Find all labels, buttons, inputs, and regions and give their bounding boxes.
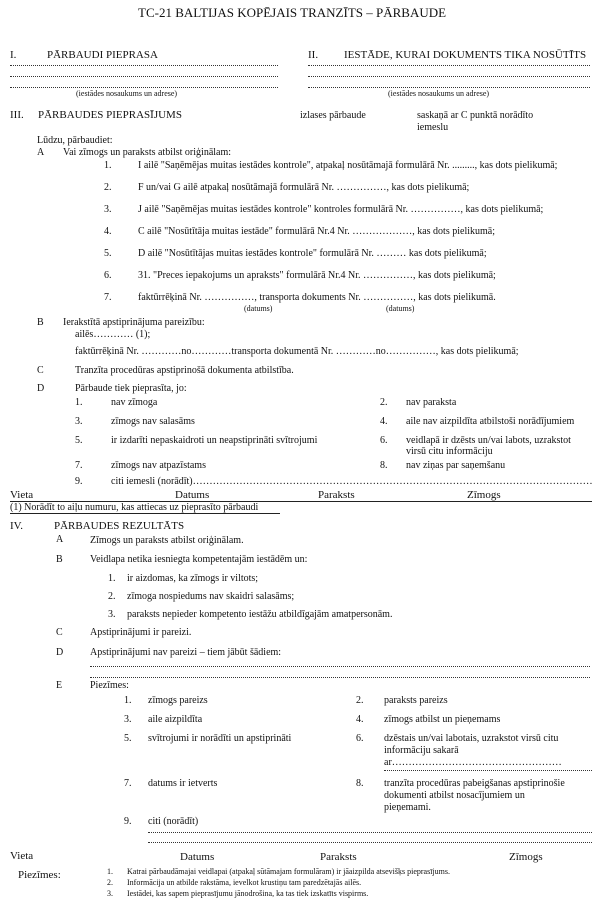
d-3-text: zīmogs nav salasāms (111, 416, 195, 427)
a-4-number[interactable]: 4. (104, 226, 112, 237)
recipient-line-2[interactable] (308, 76, 590, 77)
sig-4-date: Datums (180, 851, 215, 863)
result-b-3-text: paraksts nepieder kompetento iestāžu atbildīgajām amatpersonām. (127, 609, 393, 620)
please-check-label: Lūdzu, pārbaudiet: (37, 135, 113, 146)
e-9-line-2[interactable] (148, 842, 592, 843)
d-5-text: ir izdarīti nepaskaidroti un neapstiprināti svītrojumi (111, 435, 318, 446)
sig-4-signature: Paraksts (320, 851, 357, 863)
invoice-date-caption: (datums) (244, 304, 273, 313)
item-d-text: Pārbaude tiek pieprasīta, jo: (75, 383, 187, 394)
d-6-text-1: veidlapā ir dzēsts un/vai labots, uzrakstot (406, 435, 571, 446)
reason-check-option-cont: iemeslu (417, 122, 449, 133)
d-9-text: citi iemesli (norādīt)………………………………………………………………………………………………………… (111, 476, 593, 487)
note-1-number: 1. (107, 867, 113, 876)
result-b-text: Veidlapa netika iesniegta kompetentajām iestādēm un: (90, 554, 308, 565)
a-5-text: D ailē "Nosūtītājas muitas iestādes kontrole" formulārā Nr. ……… kas dots pielikumā; (138, 248, 487, 259)
section-3-label: PĀRBAUDES PIEPRASĪJUMS (38, 109, 182, 121)
e-8-text-1: tranzīta procedūras pabeigšanas apstiprinošie (384, 778, 565, 789)
d-9-number[interactable]: 9. (75, 476, 83, 487)
e-3-text: aile aizpildīta (148, 714, 203, 725)
result-e-letter[interactable]: E (56, 680, 63, 691)
sig-4-stamp: Zīmogs (509, 851, 543, 863)
result-b-3-number[interactable]: 3. (108, 609, 116, 620)
a-7-number[interactable]: 7. (104, 292, 112, 303)
item-b-line-3: faktūrrēķinā Nr. …………no…………transporta dokumentā Nr. …………no……………, kas dots pielikumā; (75, 346, 519, 357)
d-7-text: zīmogs nav atpazīstams (111, 460, 206, 471)
note-3-number: 3. (107, 889, 113, 898)
d-1-text: nav zīmoga (111, 397, 158, 408)
result-d-line-1[interactable] (90, 666, 590, 667)
section-2-caption: (iestādes nosaukums un adrese) (388, 89, 490, 98)
item-b-line-1: Ierakstītā apstiprinājuma pareizību: (63, 317, 205, 328)
sig-3-date: Datums (175, 489, 210, 501)
result-d-line-2[interactable] (90, 677, 590, 678)
e-6-number[interactable]: 6. (356, 733, 364, 744)
page-title: TC-21 BALTIJAS KOPĒJAIS TRANZĪTS – PĀRBAUDE (138, 5, 447, 20)
a-3-text: J ailē "Saņēmējas muitas iestādes kontrole" kontroles formulārā Nr. ……………, kas dots pielikumā; (138, 204, 544, 215)
a-6-text: 31. "Preces iepakojums un apraksts" formulārā Nr.4 Nr. ……………, kas dots pielikumā; (138, 270, 496, 281)
footnote: (1) Norādīt to aiļu numuru, kas attiecas uz pieprasīto pārbaudi (10, 502, 259, 513)
e-7-number[interactable]: 7. (124, 778, 132, 789)
e-5-text: svītrojumi ir norādīti un apstiprināti (148, 733, 292, 744)
note-1-text: Katrai pārbaudāmajai veidlapai (atpakaļ sūtāmajam formulāram) ir jāaizpilda atsevišķs pieprasījums. (127, 867, 450, 876)
section-3-number: III. (10, 109, 24, 121)
item-d-letter[interactable]: D (37, 383, 45, 394)
note-2-number: 2. (107, 878, 113, 887)
a-2-text: F un/vai G ailē atpakaļ nosūtāmajā formulārā Nr. ……………, kas dots pielikumā; (138, 182, 470, 193)
result-e-text: Piezīmes: (90, 680, 129, 691)
item-b-line-2: ailēs………… (1); (75, 329, 151, 340)
a-3-number[interactable]: 3. (104, 204, 112, 215)
result-b-1-text: ir aizdomas, ka zīmogs ir viltots; (127, 573, 259, 584)
recipient-line-3[interactable] (308, 87, 590, 88)
note-2-text: Informācija un atbilde rakstāma, ievelkot krustiņu tam paredzētajās ailēs. (127, 878, 362, 887)
d-8-number[interactable]: 8. (380, 460, 388, 471)
e-4-text: zīmogs atbilst un pieņemams (384, 714, 501, 725)
item-a-letter[interactable]: A (37, 147, 45, 158)
e-6-text-3: ar…………………………………………… (384, 757, 562, 768)
a-4-text: C ailē "Nosūtītāja muitas iestāde" formulārā Nr.4 Nr. ………………, kas dots pielikumā; (138, 226, 495, 237)
notes-label: Piezīmes: (18, 869, 61, 881)
a-6-number[interactable]: 6. (104, 270, 112, 281)
d-5-number[interactable]: 5. (75, 435, 83, 446)
section-1-label: PĀRBAUDI PIEPRASA (47, 49, 158, 61)
random-check-option[interactable]: izlases pārbaude (300, 110, 366, 121)
d-1-number[interactable]: 1. (75, 397, 83, 408)
e-6-line[interactable] (384, 770, 592, 771)
reason-check-option[interactable]: saskaņā ar C punktā norādīto (417, 110, 534, 121)
result-d-text: Apstiprinājumi nav pareizi – tiem jābūt šādiem: (90, 647, 282, 658)
e-4-number[interactable]: 4. (356, 714, 364, 725)
a-1-text: I ailē "Saņēmējas muitas iestādes kontrole", atpakaļ nosūtāmajā formulārā Nr. ........., kas dots pielikumā; (138, 160, 558, 171)
sig-3-stamp: Zīmogs (467, 489, 501, 501)
e-9-number[interactable]: 9. (124, 816, 132, 827)
e-1-number[interactable]: 1. (124, 695, 132, 706)
e-6-text-2: informāciju sakarā (384, 745, 459, 756)
sig-4-place: Vieta (10, 850, 34, 862)
requester-line-2[interactable] (10, 76, 278, 77)
e-8-text-3: pieņemami. (384, 802, 431, 813)
item-c-text: Tranzīta procedūras apstiprinošā dokumenta atbilstība. (75, 365, 294, 376)
e-2-number[interactable]: 2. (356, 695, 364, 706)
item-b-letter[interactable]: B (37, 317, 44, 328)
result-a-letter[interactable]: A (56, 534, 64, 545)
a-2-number[interactable]: 2. (104, 182, 112, 193)
e-7-text: datums ir ietverts (148, 778, 218, 789)
result-b-letter[interactable]: B (56, 554, 63, 565)
a-7-text: faktūrrēķinā Nr. ……………, transporta dokuments Nr. ……………, kas dots pielikumā. (138, 292, 496, 303)
d-6-text-2: virsū citu informāciju (406, 446, 493, 457)
e-8-number[interactable]: 8. (356, 778, 364, 789)
d-3-number[interactable]: 3. (75, 416, 83, 427)
e-6-text-1: dzēstais un/vai labotais, uzrakstot virsū citu (384, 733, 559, 744)
section-2-label: IESTĀDE, KURAI DOKUMENTS TIKA NOSŪTĪTS (344, 49, 587, 61)
d-8-text: nav ziņas par saņemšanu (406, 460, 506, 471)
requester-line-1[interactable] (10, 65, 278, 66)
section-1-caption: (iestādes nosaukums un adrese) (76, 89, 178, 98)
item-c-letter[interactable]: C (37, 365, 44, 376)
e-9-text: citi (norādīt) (148, 816, 199, 827)
a-1-number[interactable]: 1. (104, 160, 112, 171)
sig-3-signature: Paraksts (318, 489, 355, 501)
section-1-number: I. (10, 49, 17, 61)
e-8-text-2: dokumenti atbilst nosacījumiem un (384, 790, 525, 801)
requester-line-3[interactable] (10, 87, 278, 88)
e-2-text: paraksts pareizs (384, 695, 448, 706)
e-3-number[interactable]: 3. (124, 714, 132, 725)
result-b-1-number[interactable]: 1. (108, 573, 116, 584)
e-1-text: zīmogs pareizs (148, 695, 208, 706)
a-5-number[interactable]: 5. (104, 248, 112, 259)
note-3-text: Iestādei, kas sapem pieprasījumu jānodrošina, ka tas tiek izskatīts vispirms. (127, 889, 369, 898)
section-4-number: IV. (10, 520, 23, 532)
e-9-line-1[interactable] (148, 832, 592, 833)
d-2-text: nav paraksta (406, 397, 457, 408)
transport-date-caption: (datums) (386, 304, 415, 313)
e-5-number[interactable]: 5. (124, 733, 132, 744)
d-6-number[interactable]: 6. (380, 435, 388, 446)
footnote-line (10, 513, 280, 514)
section-2-number: II. (308, 49, 319, 61)
d-7-number[interactable]: 7. (75, 460, 83, 471)
sig-3-place: Vieta (10, 489, 34, 501)
result-c-letter[interactable]: C (56, 627, 63, 638)
d-4-number[interactable]: 4. (380, 416, 388, 427)
result-d-letter[interactable]: D (56, 647, 64, 658)
d-2-number[interactable]: 2. (380, 397, 388, 408)
d-4-text: aile nav aizpildīta atbilstoši norādījumiem (406, 416, 575, 427)
result-b-2-text: zīmoga nospiedums nav skaidri salasāms; (127, 591, 295, 602)
item-a-text: Vai zīmogs un paraksts atbilst oriģinālam: (63, 147, 232, 158)
result-b-2-number[interactable]: 2. (108, 591, 116, 602)
result-a-text: Zīmogs un paraksts atbilst oriģinālam. (90, 535, 244, 546)
recipient-line-1[interactable] (308, 65, 590, 66)
result-c-text: Apstiprinājumi ir pareizi. (90, 627, 192, 638)
section-4-label: PĀRBAUDES REZULTĀTS (54, 520, 185, 532)
